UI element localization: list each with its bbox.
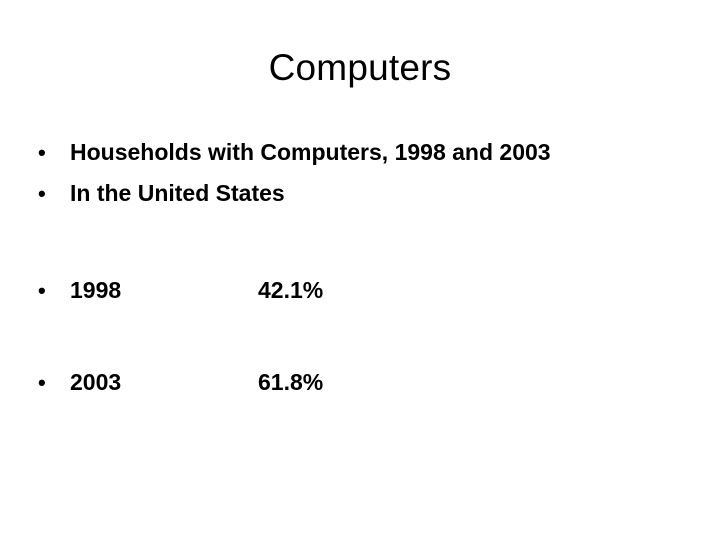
data-row-1998 [38,270,698,311]
bullet-item [38,132,698,173]
bullet-icon: • [38,140,46,165]
percent-value: 61.8% [258,369,324,395]
bullet-text-description: Households with Computers, 1998 and 2003 [70,139,551,165]
data-row-2003 [38,362,698,403]
bullet-icon: • [38,278,46,303]
bullet-item [38,173,698,214]
percent-value: 42.1% [258,277,324,303]
year-label: 1998 [70,277,122,303]
bullet-icon: • [38,370,46,395]
year-label: 2003 [70,369,122,395]
bullet-text-location: In the United States [70,180,285,206]
slide-title: Computers [268,47,452,88]
bullet-list [38,132,698,214]
bullet-icon: • [38,181,46,206]
